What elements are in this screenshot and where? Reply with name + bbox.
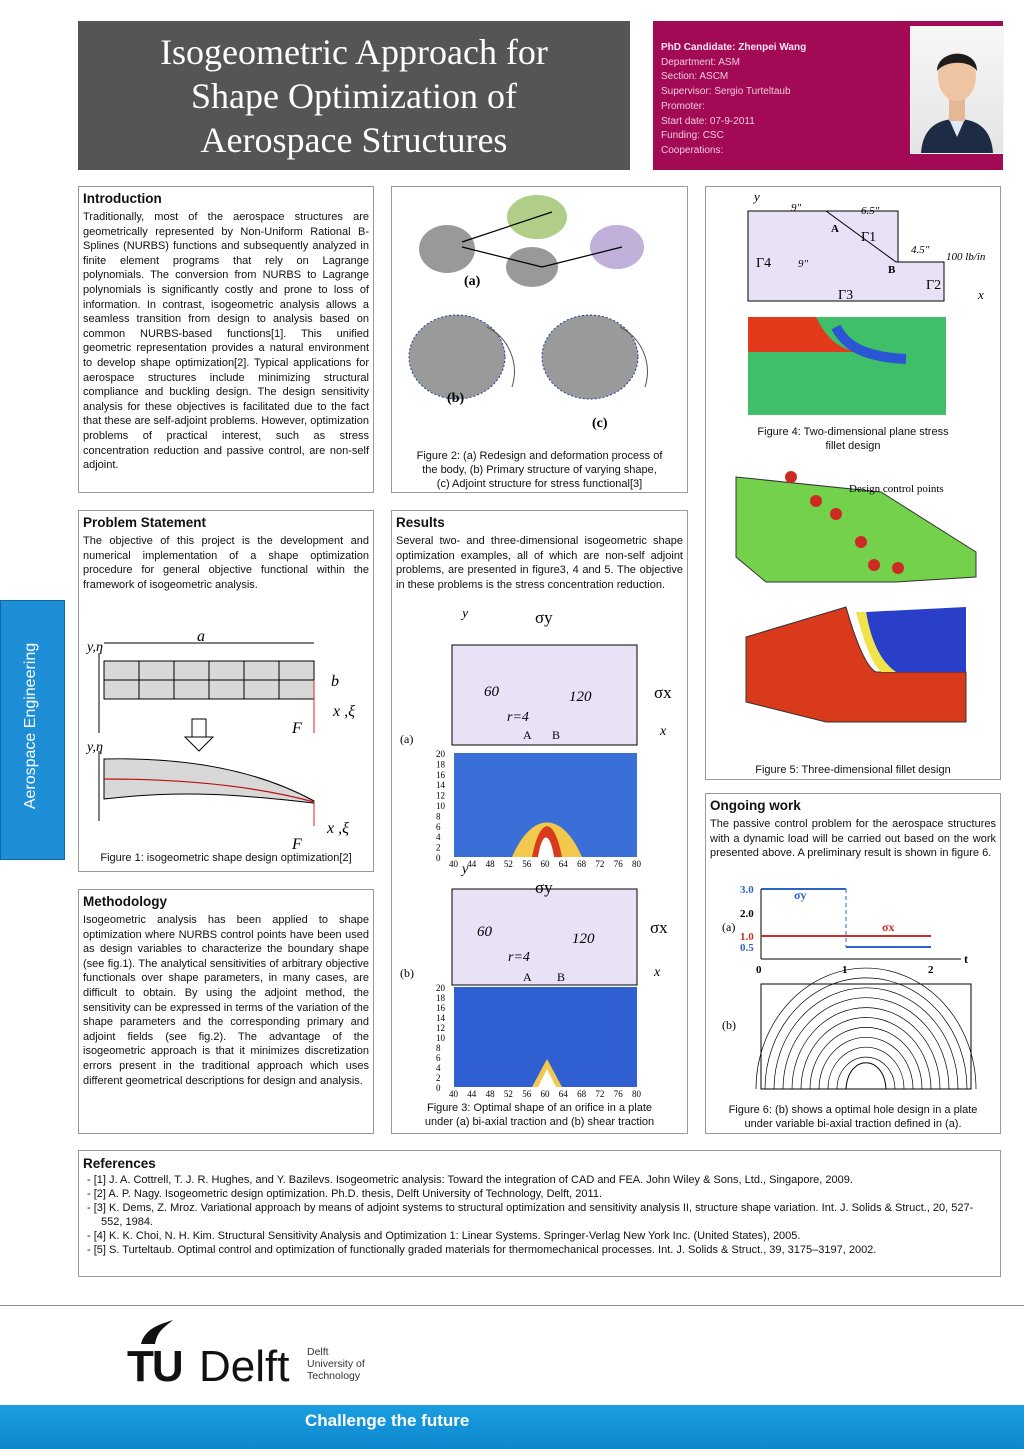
figure3-plots	[392, 611, 687, 1111]
fig1-y-label-2: y,η	[87, 740, 103, 755]
fig3-x-tick: 44	[467, 859, 477, 869]
fig3-y-tick: 8	[436, 811, 441, 822]
ongoing-title: Ongoing work	[710, 798, 801, 813]
figure2-caption-2: the body, (b) Primary structure of varying shape,	[422, 464, 657, 476]
funding: Funding: CSC	[661, 130, 724, 142]
fig3-b-r4: r=4	[508, 950, 530, 965]
fig3-y-tick: 16	[436, 1003, 445, 1013]
fig1-x-label-2: x ,ξ	[327, 820, 349, 837]
fig4-y: y	[754, 189, 760, 204]
fig6-label-a: (a)	[722, 920, 736, 934]
fig3-x-tick: 72	[595, 859, 605, 869]
footer-slogan: Challenge the future	[305, 1411, 470, 1430]
cooperations: Cooperations:	[661, 144, 724, 156]
fig3-x-tick: 56	[522, 859, 532, 869]
fig6-x-0: 0	[756, 964, 762, 976]
fig4-load: 100 lb/in	[946, 251, 986, 263]
fig3-a-r4: r=4	[507, 710, 529, 725]
fig3-x-tick: 80	[632, 1089, 641, 1099]
methodology-panel	[78, 889, 374, 1134]
candidate-info-box	[653, 21, 1003, 170]
fig3-y-tick: 20	[436, 749, 445, 759]
fig4-G3: Γ3	[838, 288, 854, 303]
fig3-x-tick: 60	[540, 859, 550, 869]
fig3-b-B: B	[557, 970, 566, 984]
fig3-x-tick: 52	[503, 859, 513, 869]
fig1-y-label: y,η	[87, 640, 103, 655]
fig3-b-sigma-x: σx	[650, 918, 668, 937]
results-panel	[391, 510, 688, 1134]
footer-bar	[0, 1405, 1024, 1449]
fig2-label-b: (b)	[447, 391, 465, 406]
design-control-points-label: Design control points	[849, 483, 944, 495]
fig4-G4: Γ4	[756, 256, 772, 271]
poster-title: Isogeometric Approach for Shape Optimization of Aerospace Structures	[160, 31, 548, 160]
fig4-B: B	[888, 264, 896, 276]
fig3-x-tick: 80	[632, 859, 641, 869]
fig3-x-tick: 76	[613, 859, 623, 869]
fig3-y-tick: 14	[436, 1013, 445, 1023]
candidate-name: PhD Candidate: Zhenpei Wang	[661, 42, 807, 53]
fig4-G2: Γ2	[926, 278, 942, 293]
figure4-caption-2: fillet design	[825, 440, 881, 452]
fig1-b-label: b	[331, 673, 339, 690]
fig3-y-tick: 6	[436, 821, 441, 832]
fig6-y-1: 1.0	[740, 931, 754, 943]
fig3-b-A: A	[523, 970, 532, 984]
start-date: Start date: 07-9-2011	[661, 115, 755, 127]
fig3-x-tick: 72	[595, 1089, 605, 1099]
side-tab-label: Aerospace Engineering	[22, 642, 39, 810]
logo-line-1: Delft	[307, 1346, 329, 1358]
references-title: References	[83, 1156, 156, 1171]
fig3-a-120: 120	[569, 689, 592, 705]
fig3-y-tick: 6	[436, 1053, 441, 1063]
fig3-x-tick: 40	[449, 1089, 458, 1099]
department: Department: ASM	[661, 56, 740, 68]
figure4-caption-1: Figure 4: Two-dimensional plane stress	[757, 426, 949, 438]
fig3-x-tick: 68	[577, 859, 587, 869]
poster-title-box	[78, 21, 630, 170]
fig3-y-tick: 14	[436, 780, 445, 791]
fig3-b-y: y	[462, 862, 469, 877]
fig3-x-tick: 64	[558, 1089, 568, 1099]
introduction-title: Introduction	[83, 191, 162, 206]
fig6-y-2: 2.0	[740, 908, 754, 920]
reference-1: - [1] J. A. Cottrell, T. J. R. Hughes, and Y. Bazilevs. Isogeometric analysis: Toward the integration of CAD and FEA. John Wiley & Sons, Ltd., Singapore, 2009.	[87, 1174, 853, 1186]
fig2-label-a: (a)	[464, 274, 481, 289]
fig6-y-3: 3.0	[740, 884, 754, 896]
fig3-a-y: y	[462, 611, 469, 621]
ongoing-panel	[705, 793, 1001, 1134]
logo-line-2: University of	[307, 1358, 365, 1370]
footer-divider	[0, 1305, 1024, 1306]
problem-title: Problem Statement	[83, 515, 207, 530]
fig3-a-sigma-x: σx	[654, 683, 672, 702]
fig4-4-5: 4.5"	[911, 244, 930, 256]
fig3-a-sigma-y: σy	[535, 611, 553, 627]
introduction-text: Traditionally, most of the aerospace structures are geometrically represented by Non-Uniform Rational B-Splines (NURBS) functions and subsequently analyzed in finite element programs that rely on Lagrange polynomials. The conversion from NURBS to Lagrange polynomials is significantly costly and prone to loss of information. In contrast, isogeometric analysis allows a seamless transition from design to analysis based on common NURBS-based functions[1]. This unified geometric representation provides a natural environment to develop shape optimization[2]. Typical applications for aerospace structures include minimizing structural compliance and buckling design. The design sensitivity analysis for these objectives is facilitated due to the fact that these are self-adjoint problems. However, optimization problems of practical interest, such as stress concentration reduction and passive control, are non-self adjoint.	[83, 211, 369, 472]
fig4-G1: Γ1	[861, 230, 877, 245]
references-panel	[78, 1150, 1001, 1277]
figure6-plots	[706, 879, 1000, 1129]
fig3-y-tick: 10	[436, 1033, 445, 1043]
fig3-y-tick: 20	[436, 983, 445, 993]
fig3-x-tick: 48	[485, 859, 495, 869]
fig4-x: x	[978, 287, 984, 302]
fig3-y-tick: 2	[436, 842, 441, 853]
fig3-x-tick: 60	[540, 1089, 550, 1099]
problem-panel	[78, 510, 374, 872]
figure2-caption-3: (c) Adjoint structure for stress functional[3]	[436, 478, 643, 490]
fig3-y-tick: 0	[436, 1083, 441, 1093]
figure2-diagram	[392, 187, 687, 432]
fig6-y-0-5: 0.5	[740, 942, 754, 954]
figure3-caption-2: under (a) bi-axial traction and (b) shear traction	[424, 1116, 655, 1128]
fig3-y-tick: 4	[436, 1063, 441, 1073]
reference-3: - [3] K. Dems, Z. Mroz. Variational approach by means of adjoint systems to structural optimization and sensitivity analysis II, structure shape variation. Int. J. Solids & Struct., 20, 527-552, 1984.	[87, 1202, 974, 1228]
introduction-panel	[78, 186, 374, 493]
fig3-x-tick: 52	[503, 1089, 513, 1099]
figure2-caption-1: Figure 2: (a) Redesign and deformation process of	[416, 450, 663, 462]
candidate-photo	[910, 26, 1004, 154]
figure4-5-panel	[705, 186, 1001, 780]
fig3-x-tick: 48	[485, 1089, 495, 1099]
section: Section: ASCM	[661, 71, 729, 83]
fig3-b-120: 120	[572, 931, 595, 947]
side-tab	[0, 600, 65, 860]
fig4-9: 9"	[791, 202, 802, 214]
fig6-sigma-y: σy	[794, 888, 807, 902]
fig1-a-label: a	[197, 628, 205, 645]
figure6-caption-2: under variable bi-axial traction defined in (a).	[744, 1118, 962, 1130]
fig3-a-B: B	[552, 728, 561, 742]
fig3-x-tick: 44	[467, 1089, 477, 1099]
fig3-y-tick: 18	[436, 993, 445, 1003]
fig3-y-tick: 16	[436, 769, 445, 780]
fig2-label-c: (c)	[592, 416, 608, 431]
fig3-b-x: x	[654, 965, 661, 980]
fig3-a-A: A	[523, 728, 532, 742]
fig3-x-tick: 64	[558, 859, 568, 869]
fig3-y-tick: 12	[436, 1023, 445, 1033]
fig4-A: A	[831, 223, 839, 235]
fig3-y-tick: 4	[436, 832, 441, 843]
figure6-caption-1: Figure 6: (b) shows a optimal hole design in a plate	[728, 1104, 978, 1116]
fig1-f-label-2: F	[292, 836, 302, 853]
fig3-y-tick: 0	[436, 853, 441, 863]
figure3-caption-1: Figure 3: Optimal shape of an orifice in a plate	[426, 1102, 652, 1114]
fig3-x-tick: 56	[522, 1089, 532, 1099]
fig6-t-label: t	[964, 952, 968, 966]
methodology-text: Isogeometric analysis has been applied to shape optimization where NURBS control points have been used as design variables to characterize the boundary shape (see fig.1). The analytical sensitivities of arbitrary objective functionals over shape parameters, in many cases, are difficult to obtain. By using the adjoint method, the sensitivity can be expressed in terms of the variation of the shape parameters and the corresponding primary and adjoint fields (see fig.2). The advantage of the isogeometric approach is that it minimizes discretization errors present in the traditional approach which uses different geometrical descriptions for design and analysis.	[83, 914, 369, 1087]
fig3-x-tick: 40	[449, 859, 458, 869]
fig3-a-x: x	[660, 724, 667, 739]
fig6-sigma-x: σx	[882, 920, 895, 934]
fig3-y-tick: 12	[436, 790, 445, 801]
reference-4: - [4] K. K. Choi, N. H. Kim. Structural Sensitivity Analysis and Optimization 1: Linear Systems. Springer-Verlag New York Inc. (United States), 2005.	[87, 1230, 801, 1242]
reference-2: - [2] A. P. Nagy. Isogeometric design optimization. Ph.D. thesis, Delft University of Technology, Delft, 2011.	[87, 1188, 603, 1200]
figure5-caption: Figure 5: Three-dimensional fillet design	[755, 764, 951, 776]
fig3-y-tick: 18	[436, 759, 445, 770]
reference-5: - [5] S. Turteltaub. Optimal control and optimization of functionally graded materials for thermomechanical processes. Int. J. Solids & Struct., 39, 3175–3197, 2002.	[87, 1244, 877, 1256]
promoter: Promoter:	[661, 100, 705, 112]
results-title: Results	[396, 515, 445, 530]
tudelft-logo	[127, 1318, 387, 1394]
fig3-label-a: (a)	[400, 732, 414, 746]
supervisor: Supervisor: Sergio Turteltaub	[661, 86, 791, 98]
methodology-title: Methodology	[83, 894, 167, 909]
fig3-x-tick: 76	[613, 1089, 623, 1099]
results-text: Several two- and three-dimensional isogeometric shape optimization examples, all of which are non-self adjoint problems, are presented in figure3, 4 and 5. The objective in these problems is the stress concentration reduction.	[396, 535, 683, 591]
fig3-y-tick: 10	[436, 801, 445, 811]
candidate-info-lines	[661, 41, 901, 159]
logo-delft: Delft	[199, 1342, 290, 1391]
fig3-b-sigma-y: σy	[535, 878, 553, 897]
fig3-y-tick: 2	[436, 1073, 441, 1083]
fig3-b-60: 60	[477, 924, 492, 940]
fig6-x-1: 1	[842, 964, 848, 976]
fig4-6-5: 6.5"	[861, 205, 880, 217]
logo-line-3: Technology	[307, 1370, 361, 1382]
fig6-label-b: (b)	[722, 1018, 736, 1032]
fig3-x-tick: 68	[577, 1089, 587, 1099]
fig3-y-tick: 8	[436, 1043, 441, 1053]
figure1-diagram	[79, 621, 373, 861]
fig4-9-b: 9"	[798, 258, 809, 270]
ongoing-text: The passive control problem for the aerospace structures with a dynamic load will be carried out based on the work presented above. A preliminary result is shown in figure 6.	[710, 818, 996, 860]
fig1-f-label: F	[292, 720, 302, 737]
problem-text: The objective of this project is the development and numerical implementation of a shape optimization procedure for general objective functional within the framework of isogeometric analysis.	[83, 535, 369, 591]
fig3-a-60: 60	[484, 684, 499, 700]
figure1-caption: Figure 1: isogeometric shape design optimization[2]	[100, 852, 352, 864]
figure2-panel	[391, 186, 688, 493]
fig1-x-label: x ,ξ	[333, 703, 355, 720]
logo-tu: TU	[127, 1342, 182, 1391]
fig6-x-2: 2	[928, 964, 934, 976]
fig3-label-b: (b)	[400, 966, 414, 980]
figure5-diagram	[706, 467, 1000, 767]
